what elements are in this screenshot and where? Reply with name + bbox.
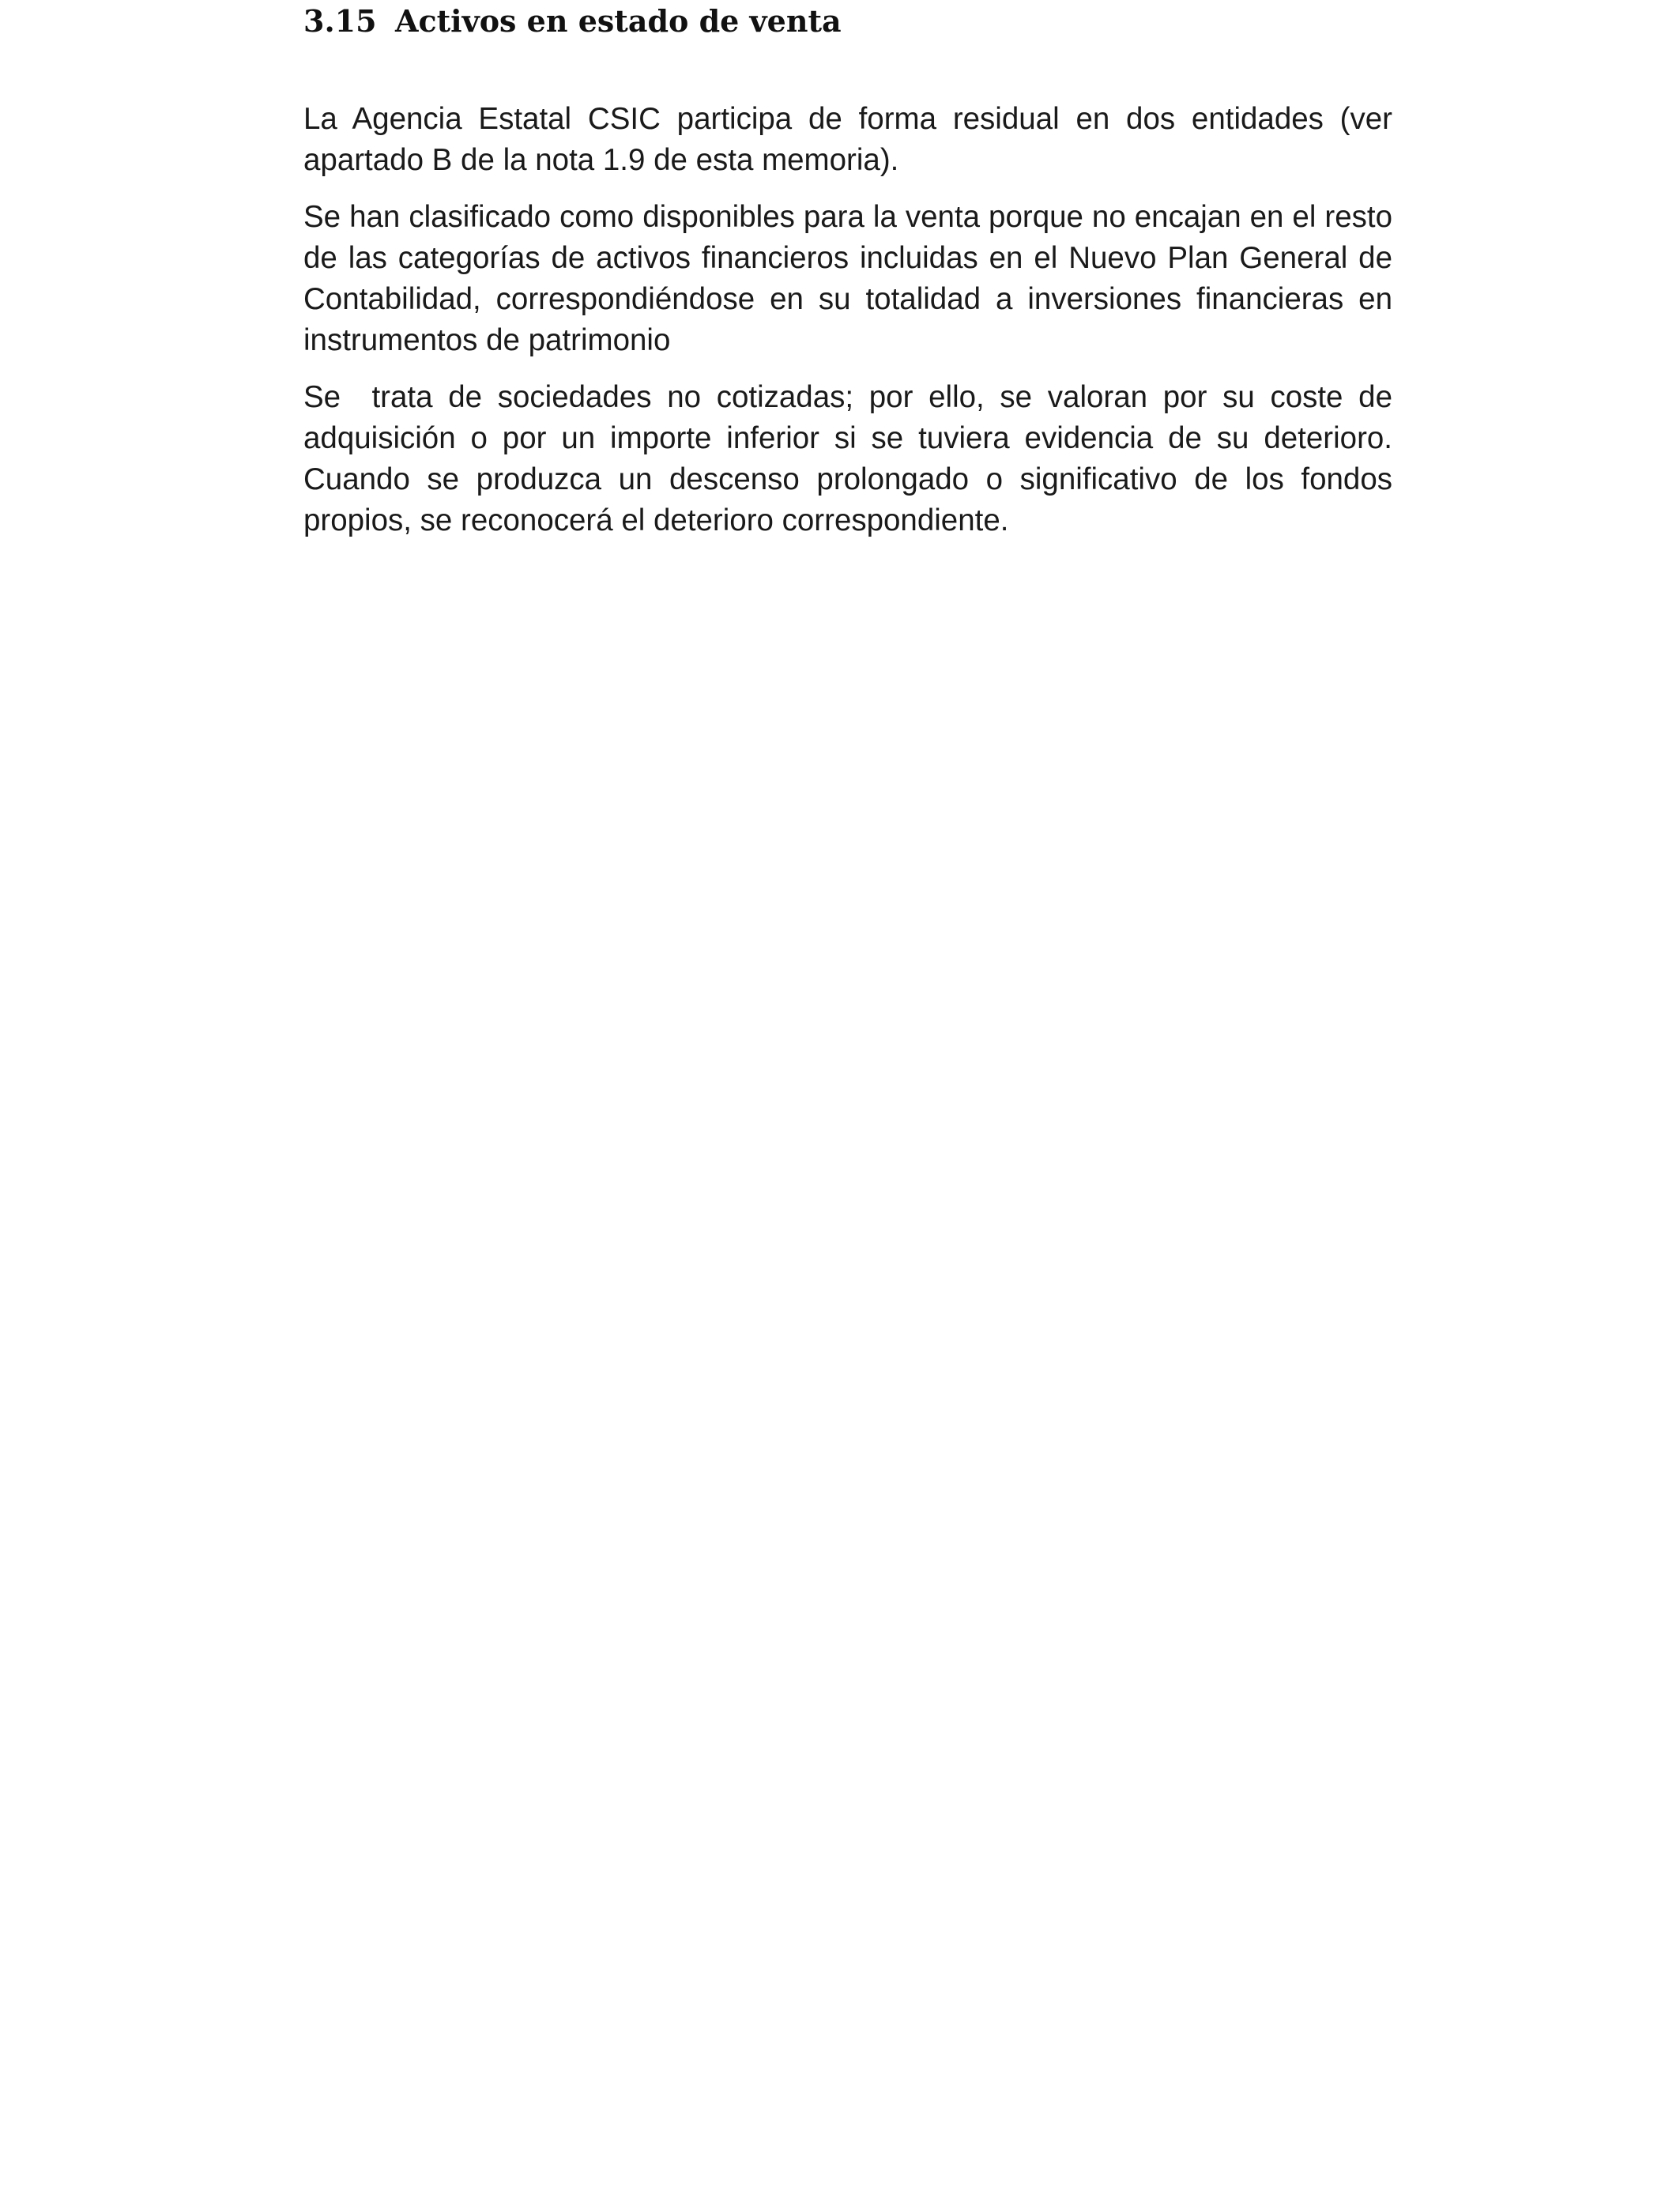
- page-content: [303, 0, 1401, 541]
- paragraph-classification: Se han clasificado como disponibles para la venta porque no encajan en el resto de las categorías de activos financieros incluidas en el Nuevo Plan General de Contabilidad, correspondiéndose en su totalidad a inversiones financieras en instrumentos de patrimonio: [303, 200, 1392, 357]
- section-title: Activos en estado de venta: [395, 3, 842, 39]
- section-heading: [303, 0, 1392, 38]
- section-number: 3.15: [303, 3, 377, 39]
- paragraph-valuation: Se trata de sociedades no cotizadas; por ello, se valoran por su coste de adquisición o por un importe inferior si se tuviera evidencia de su deterioro. Cuando se produzca un descenso prolongado o significativo de los fondos propios, se reconocerá el deterioro correspondiente.: [303, 380, 1401, 537]
- paragraph-participation: La Agencia Estatal CSIC participa de forma residual en dos entidades (ver apartado B de la nota 1.9 de esta memoria).: [303, 102, 1392, 177]
